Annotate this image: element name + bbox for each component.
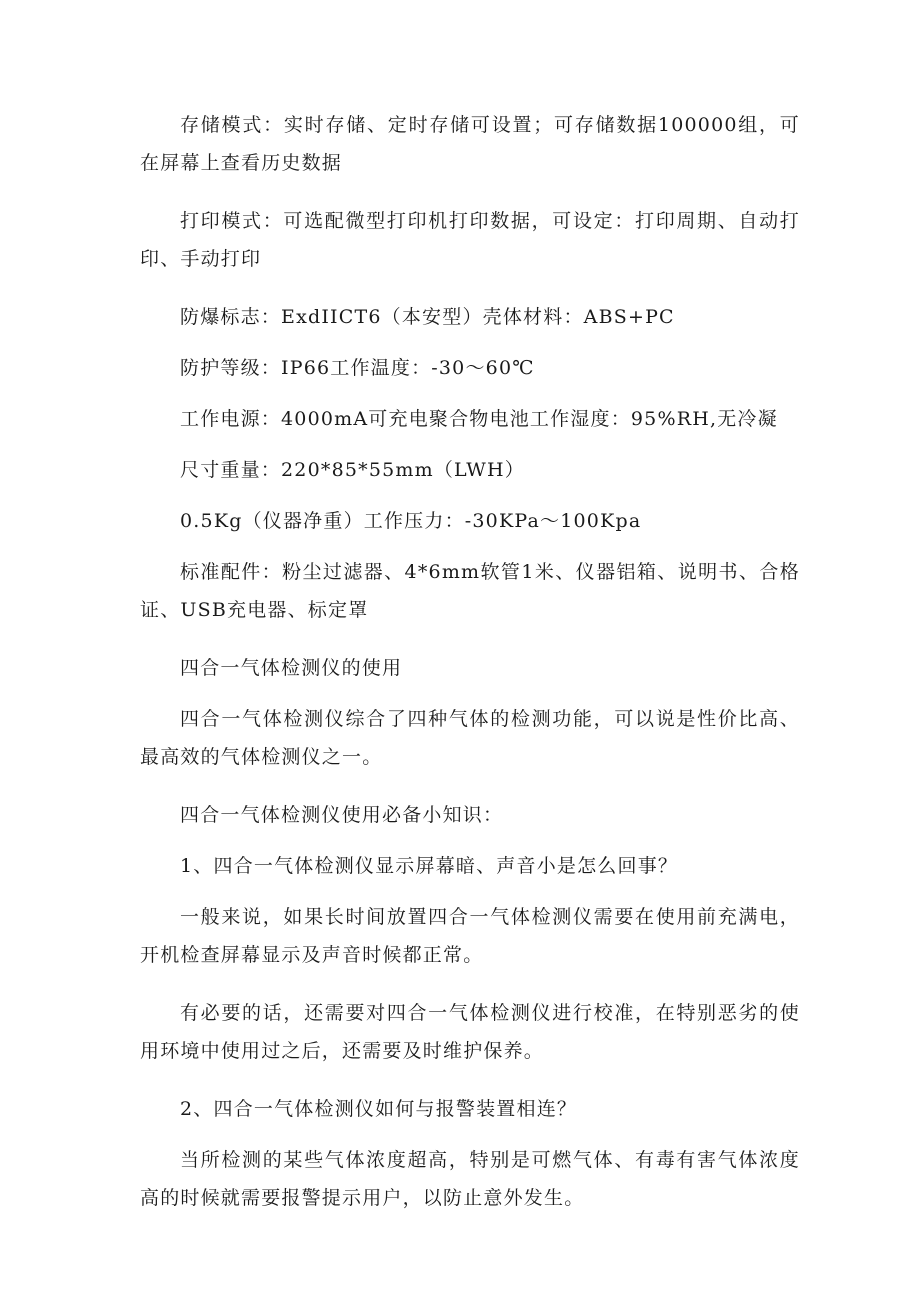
paragraph-standard-accessories: 标准配件：粉尘过滤器、4*6mm软管1米、仪器铝箱、说明书、合格证、USB充电器、标定罩 bbox=[140, 561, 800, 621]
paragraph-print-mode: 打印模式：可选配微型打印机打印数据，可设定：打印周期、自动打印、手动打印 bbox=[140, 210, 800, 270]
question-1: 1、四合一气体检测仪显示屏幕暗、声音小是怎么回事？ bbox=[180, 855, 679, 877]
paragraph-net-weight-pressure: 0.5Kg（仪器净重）工作压力：-30KPa～100Kpa bbox=[180, 510, 642, 532]
answer-1-part-1: 一般来说，如果长时间放置四合一气体检测仪需要在使用前充满电，开机检查屏幕显示及声音时候都正常。 bbox=[140, 906, 800, 966]
paragraph-explosion-proof: 防爆标志：ExdIICT6（本安型）壳体材料：ABS+PC bbox=[180, 306, 675, 328]
answer-1-part-2: 有必要的话，还需要对四合一气体检测仪进行校准，在特别恶劣的使用环境中使用过之后，还需要及时维护保养。 bbox=[140, 1002, 800, 1062]
paragraph-protection-level: 防护等级：IP66工作温度：-30～60℃ bbox=[180, 357, 535, 379]
question-2: 2、四合一气体检测仪如何与报警装置相连？ bbox=[180, 1098, 578, 1120]
paragraph-storage-mode: 存储模式：实时存储、定时存储可设置；可存储数据100000组，可在屏幕上查看历史数据 bbox=[140, 114, 800, 174]
answer-2: 当所检测的某些气体浓度超高，特别是可燃气体、有毒有害气体浓度高的时候就需要报警提示用户，以防止意外发生。 bbox=[140, 1149, 800, 1209]
section-heading-usage: 四合一气体检测仪的使用 bbox=[180, 657, 403, 679]
paragraph-power-supply: 工作电源：4000mA可充电聚合物电池工作湿度：95%RH,无冷凝 bbox=[180, 408, 778, 430]
paragraph-overview: 四合一气体检测仪综合了四种气体的检测功能，可以说是性价比高、最高效的气体检测仪之一。 bbox=[140, 708, 800, 768]
paragraph-size-weight: 尺寸重量：220*85*55mm（LWH） bbox=[180, 459, 525, 481]
paragraph-tips-intro: 四合一气体检测仪使用必备小知识： bbox=[180, 804, 504, 826]
document-body bbox=[140, 106, 800, 1237]
